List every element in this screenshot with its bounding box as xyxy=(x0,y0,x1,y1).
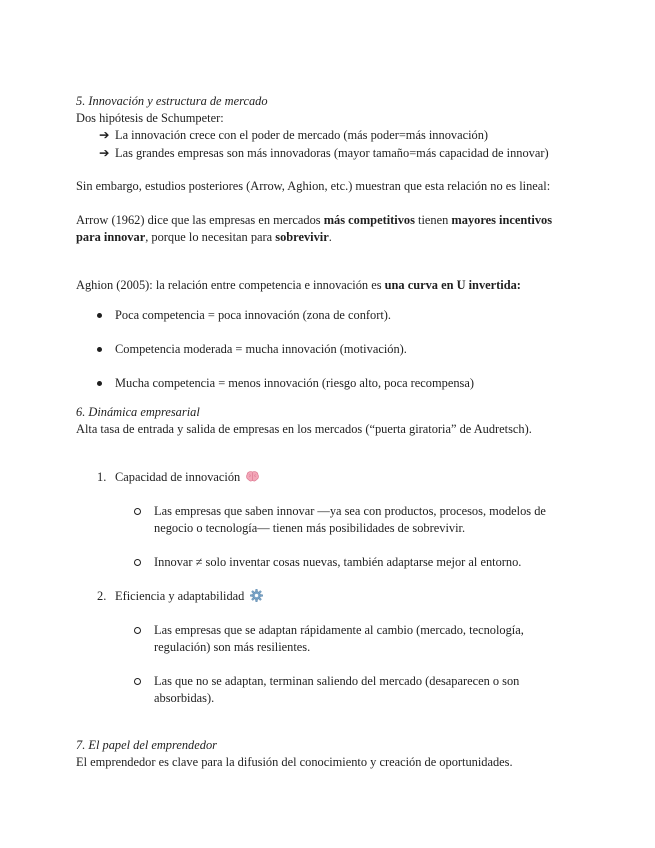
arrow-right-icon: ➔ xyxy=(99,128,110,142)
numbered-list-item: 1. Capacidad de innovación xyxy=(97,469,259,486)
section-5-intro: Dos hipótesis de Schumpeter: xyxy=(76,111,224,125)
sub-list-item: Innovar ≠ solo inventar cosas nuevas, también adaptarse mejor al entorno. xyxy=(134,554,564,571)
hollow-bullet-icon xyxy=(134,627,141,634)
hollow-bullet-icon xyxy=(134,508,141,515)
section-7-heading: 7. El papel del emprendedor xyxy=(76,738,217,752)
arrow-list-item: ➔ La innovación crece con el poder de mercado (más poder=más innovación) xyxy=(99,128,489,142)
bullet-icon xyxy=(97,347,102,352)
bullet-list-item: Competencia moderada = mucha innovación (motivación). xyxy=(97,341,407,358)
section-7-intro: El emprendedor es clave para la difusión del conocimiento y creación de oportunidades. xyxy=(76,755,513,769)
section-6-heading: 6. Dinámica empresarial xyxy=(76,405,200,419)
bullet-icon xyxy=(97,381,102,386)
gear-icon xyxy=(250,589,263,602)
arrow-list-item: ➔ Las grandes empresas son más innovadoras (mayor tamaño=más capacidad de innovar) xyxy=(99,146,549,160)
brain-icon xyxy=(246,471,259,482)
hollow-bullet-icon xyxy=(134,559,141,566)
numbered-list-item: 2. Eficiencia y adaptabilidad xyxy=(97,588,263,605)
section-6-intro: Alta tasa de entrada y salida de empresas en los mercados (“puerta giratoria” de Audretsch). xyxy=(76,422,532,436)
aghion-paragraph: Aghion (2005): la relación entre competencia e innovación es una curva en U invertida: xyxy=(76,278,521,292)
sub-list-item: Las empresas que saben innovar —ya sea con productos, procesos, modelos de negocio o tecnología— tienen más posibilidades de sobrevivir. xyxy=(134,503,564,537)
sub-list-item: Las que no se adaptan, terminan saliendo del mercado (desaparecen o son absorbidas). xyxy=(134,673,564,707)
section-5-heading: 5. Innovación y estructura de mercado xyxy=(76,94,268,108)
arrow-right-icon: ➔ xyxy=(99,146,110,160)
nonlinear-paragraph: Sin embargo, estudios posteriores (Arrow, Aghion, etc.) muestran que esta relación no es lineal: xyxy=(76,179,551,193)
hollow-bullet-icon xyxy=(134,678,141,685)
bullet-icon xyxy=(97,313,102,318)
arrow-paragraph-line-2: para innovar, porque lo necesitan para sobrevivir. xyxy=(76,230,332,244)
bullet-list-item: Poca competencia = poca innovación (zona de confort). xyxy=(97,307,391,324)
bullet-list-item: Mucha competencia = menos innovación (riesgo alto, poca recompensa) xyxy=(97,375,474,392)
sub-list-item: Las empresas que se adaptan rápidamente al cambio (mercado, tecnología, regulación) son más resilientes. xyxy=(134,622,564,656)
arrow-paragraph-line-1: Arrow (1962) dice que las empresas en mercados más competitivos tienen mayores incentivos xyxy=(76,213,553,227)
